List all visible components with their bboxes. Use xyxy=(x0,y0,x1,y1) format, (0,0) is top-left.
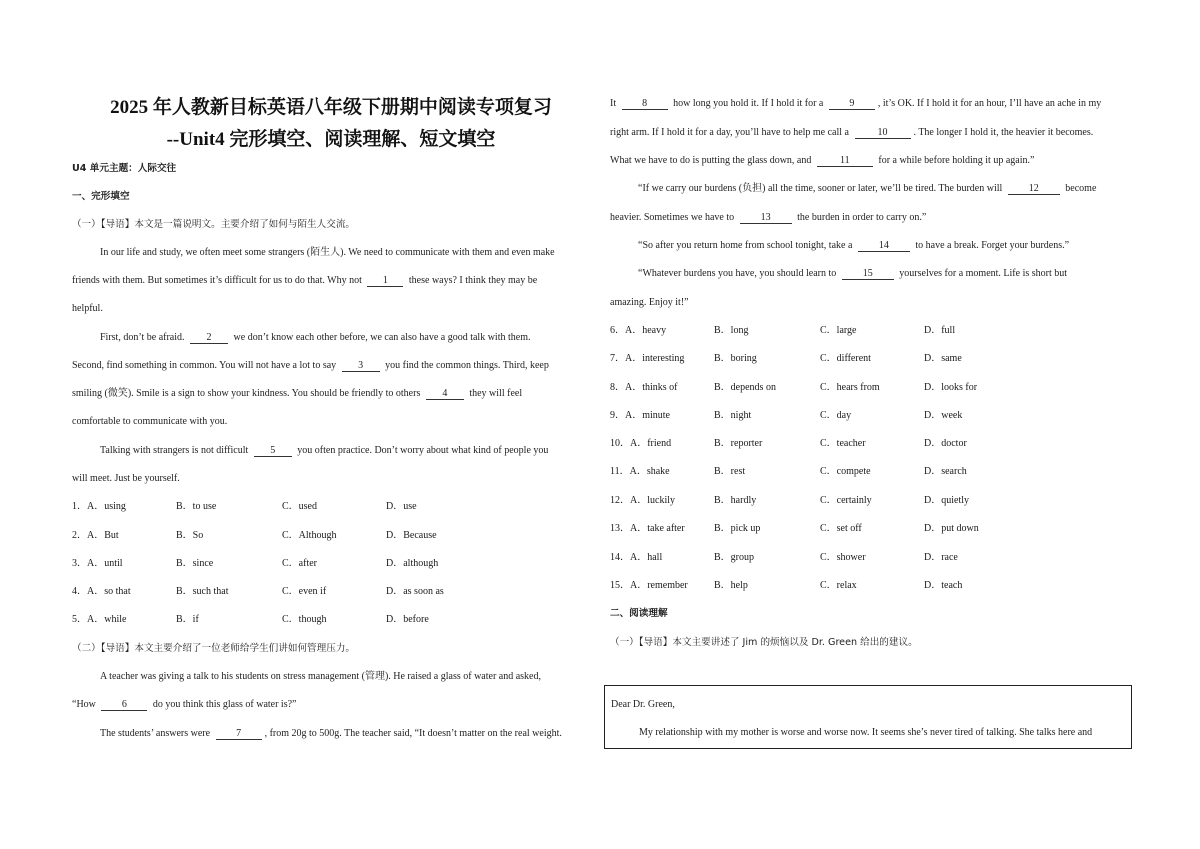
document-title: 2025 年人教新目标英语八年级下册期中阅读专项复习 xyxy=(110,97,552,118)
option-d[interactable]: D．doctor xyxy=(924,438,967,449)
option-a[interactable]: 4．A．so that xyxy=(72,586,131,597)
option-d[interactable]: D．same xyxy=(924,353,962,364)
blank-15[interactable]: 15 xyxy=(842,268,894,280)
passage1-text: Second, find something in common. You will not have a lot to say 3 you find the common things. Third, keep xyxy=(72,360,549,371)
option-d[interactable]: D．although xyxy=(386,558,439,569)
option-a[interactable]: 14．A．hall xyxy=(610,552,663,563)
option-b[interactable]: B．group xyxy=(714,552,754,563)
option-c[interactable]: C．even if xyxy=(282,586,327,597)
passage2-text: A teacher was giving a talk to his students on stress management (管理). He raised a glass of water and asked, xyxy=(100,671,541,682)
passage2-text: The students’ answers were 7 , from 20g to 500g. The teacher said, “It doesn’t matter on the real weight. xyxy=(100,728,562,739)
option-c[interactable]: C．certainly xyxy=(820,495,872,506)
option-c[interactable]: C．set off xyxy=(820,523,862,534)
question-options xyxy=(610,409,1130,423)
option-d[interactable]: D．before xyxy=(386,614,429,625)
option-d[interactable]: D．quietly xyxy=(924,495,969,506)
passage1-text: will meet. Just be yourself. xyxy=(72,473,180,484)
passage1-text: Talking with strangers is not difficult 5 you often practice. Don’t worry about what kind of people you xyxy=(100,445,549,456)
blank-11[interactable]: 11 xyxy=(817,155,873,167)
section-heading-cloze: 一、完形填空 xyxy=(72,191,130,202)
question-options xyxy=(610,381,1130,395)
option-d[interactable]: D．week xyxy=(924,410,963,421)
option-a[interactable]: 8．A．thinks of xyxy=(610,382,678,393)
blank-12[interactable]: 12 xyxy=(1008,183,1060,195)
option-d[interactable]: D．full xyxy=(924,325,956,336)
option-d[interactable]: D．as soon as xyxy=(386,586,444,597)
blank-10[interactable]: 10 xyxy=(855,127,911,139)
option-c[interactable]: C．teacher xyxy=(820,438,866,449)
option-c[interactable]: C．day xyxy=(820,410,852,421)
option-d[interactable]: D．put down xyxy=(924,523,979,534)
passage2-text: “How 6 do you think this glass of water is?” xyxy=(72,699,297,710)
option-b[interactable]: B．since xyxy=(176,558,214,569)
option-a[interactable]: 13．A．take after xyxy=(610,523,685,534)
option-c[interactable]: C．after xyxy=(282,558,317,569)
question-options xyxy=(610,522,1130,536)
blank-3[interactable]: 3 xyxy=(342,360,380,372)
question-options xyxy=(72,613,592,627)
passage1-text: friends with them. But sometimes it’s difficult for us to do that. Why not 1 these ways? I think they may be xyxy=(72,275,538,286)
option-b[interactable]: B．So xyxy=(176,530,204,541)
option-c[interactable]: C．different xyxy=(820,353,871,364)
option-a[interactable]: 11．A．shake xyxy=(610,466,670,477)
option-c[interactable]: C．shower xyxy=(820,552,866,563)
option-c[interactable]: C．though xyxy=(282,614,327,625)
blank-1[interactable]: 1 xyxy=(367,275,403,287)
option-b[interactable]: B．to use xyxy=(176,501,217,512)
option-b[interactable]: B．such that xyxy=(176,586,229,597)
passage2-text: “If we carry our burdens (负担) all the time, sooner or later, we’ll be tired. The burden will 12 become xyxy=(638,183,1097,194)
option-c[interactable]: C．relax xyxy=(820,580,857,591)
option-d[interactable]: D．race xyxy=(924,552,958,563)
option-a[interactable]: 12．A．luckily xyxy=(610,495,675,506)
option-b[interactable]: B．long xyxy=(714,325,749,336)
blank-13[interactable]: 13 xyxy=(740,212,792,224)
question-options xyxy=(610,579,1130,593)
question-options xyxy=(72,557,592,571)
question-options xyxy=(610,324,1130,338)
option-b[interactable]: B．help xyxy=(714,580,748,591)
question-options xyxy=(72,529,592,543)
option-a[interactable]: 9．A．minute xyxy=(610,410,670,421)
option-a[interactable]: 6．A．heavy xyxy=(610,325,667,336)
section-heading-reading: 二、阅读理解 xyxy=(610,608,668,619)
option-a[interactable]: 3．A．until xyxy=(72,558,123,569)
letter-greeting: Dear Dr. Green, xyxy=(611,699,675,710)
question-options xyxy=(610,465,1130,479)
option-c[interactable]: C．large xyxy=(820,325,857,336)
passage2-text: “So after you return home from school tonight, take a 14 to have a break. Forget your burdens.” xyxy=(638,240,1070,251)
option-d[interactable]: D．Because xyxy=(386,530,437,541)
passage2-text: heavier. Sometimes we have to 13 the burden in order to carry on.” xyxy=(610,212,927,223)
option-b[interactable]: B．depends on xyxy=(714,382,776,393)
blank-14[interactable]: 14 xyxy=(858,240,910,252)
passage1-text: In our life and study, we often meet some strangers (陌生人). We need to communicate with them and even make xyxy=(100,247,555,258)
question-options xyxy=(610,437,1130,451)
blank-2[interactable]: 2 xyxy=(190,332,228,344)
passage1-text: comfortable to communicate with you. xyxy=(72,416,228,427)
question-options xyxy=(72,585,592,599)
passage1-text: smiling (微笑). Smile is a sign to show your kindness. You should be friendly to others 4 they will feel xyxy=(72,388,523,399)
option-a[interactable]: 7．A．interesting xyxy=(610,353,685,364)
left-column xyxy=(72,0,590,849)
option-b[interactable]: B．boring xyxy=(714,353,757,364)
blank-6[interactable]: 6 xyxy=(101,699,147,711)
passage3-intro: （一）【导语】本文主要讲述了 Jim 的烦恼以及 Dr. Green 给出的建议。 xyxy=(610,637,918,648)
option-c[interactable]: C．Although xyxy=(282,530,337,541)
option-c[interactable]: C．hears from xyxy=(820,382,880,393)
question-options xyxy=(610,551,1130,565)
question-options xyxy=(610,352,1130,366)
blank-7[interactable]: 7 xyxy=(216,728,262,740)
option-b[interactable]: B．night xyxy=(714,410,752,421)
passage1-text: First, don’t be afraid. 2 we don’t know each other before, we can also have a good talk with them. xyxy=(100,332,531,343)
passage2-text: What we have to do is putting the glass down, and 11 for a while before holding it up again.” xyxy=(610,155,1035,166)
option-a[interactable]: 5．A．while xyxy=(72,614,127,625)
passage2-text: “Whatever burdens you have, you should learn to 15 yourselves for a moment. Life is short but xyxy=(638,268,1068,279)
option-b[interactable]: B．if xyxy=(176,614,199,625)
letter-box xyxy=(604,685,1132,749)
passage1-text: helpful. xyxy=(72,303,103,314)
option-a[interactable]: 2．A．But xyxy=(72,530,119,541)
option-a[interactable]: 15．A．remember xyxy=(610,580,688,591)
blank-8[interactable]: 8 xyxy=(622,98,668,110)
option-b[interactable]: B．pick up xyxy=(714,523,761,534)
passage2-text: amazing. Enjoy it!” xyxy=(610,297,689,308)
option-d[interactable]: D．looks for xyxy=(924,382,978,393)
passage1-intro: （一）【导语】本文是一篇说明文。主要介绍了如何与陌生人交流。 xyxy=(72,219,356,230)
option-d[interactable]: D．use xyxy=(386,501,417,512)
passage2-text: It 8 how long you hold it. If I hold it for a 9 , it’s OK. If I hold it for an hour, I’ll have an ache in my xyxy=(610,98,1102,109)
document-subtitle: --Unit4 完形填空、阅读理解、短文填空 xyxy=(166,129,496,150)
letter-text: My relationship with my mother is worse and worse now. It seems she’s never tired of talking. She talks here and xyxy=(639,727,1093,738)
blank-5[interactable]: 5 xyxy=(254,445,292,457)
passage2-text: right arm. If I hold it for a day, you’ll have to help me call a 10 . The longer I hold it, the heavier it becomes. xyxy=(610,127,1094,138)
passage2-intro: （二）【导语】本文主要介绍了一位老师给学生们讲如何管理压力。 xyxy=(72,643,356,654)
question-options xyxy=(72,500,592,514)
option-c[interactable]: C．compete xyxy=(820,466,871,477)
option-c[interactable]: C．used xyxy=(282,501,317,512)
blank-9[interactable]: 9 xyxy=(829,98,875,110)
unit-theme: U4 单元主题：人际交往 xyxy=(72,163,177,174)
question-options xyxy=(610,494,1130,508)
option-b[interactable]: B．rest xyxy=(714,466,746,477)
option-a[interactable]: 10．A．friend xyxy=(610,438,672,449)
option-d[interactable]: D．search xyxy=(924,466,967,477)
option-b[interactable]: B．reporter xyxy=(714,438,763,449)
blank-4[interactable]: 4 xyxy=(426,388,464,400)
option-d[interactable]: D．teach xyxy=(924,580,963,591)
option-b[interactable]: B．hardly xyxy=(714,495,757,506)
option-a[interactable]: 1．A．using xyxy=(72,501,126,512)
